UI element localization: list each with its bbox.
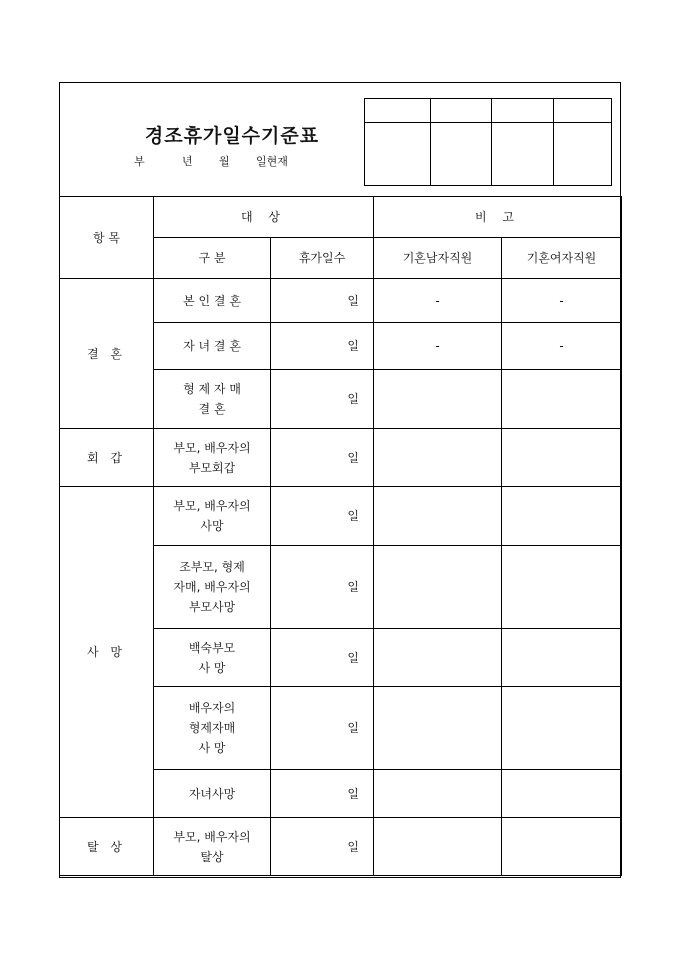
leave-type-cell: 부모, 배우자의 사망 — [154, 487, 271, 546]
approval-title-cell — [365, 99, 431, 123]
approval-sign-cell[interactable] — [365, 123, 431, 186]
married-male-cell — [374, 429, 502, 487]
married-male-cell — [374, 770, 502, 818]
group-label: 회 갑 — [60, 429, 154, 487]
leave-days-cell: 일 — [271, 629, 374, 687]
table-row — [60, 487, 622, 546]
married-male-cell — [374, 629, 502, 687]
married-female-cell: - — [502, 323, 622, 370]
leave-type-cell: 부모, 배우자의 탈상 — [154, 818, 271, 876]
leave-type-cell: 조부모, 형제 자매, 배우자의 부모사망 — [154, 546, 271, 629]
leave-days-cell: 일 — [271, 818, 374, 876]
header-remark: 비 고 — [374, 197, 622, 238]
married-female-cell — [502, 487, 622, 546]
approval-sign-cell[interactable] — [554, 123, 612, 186]
leave-standard-form — [59, 82, 621, 878]
approval-sign-cell[interactable] — [492, 123, 554, 186]
approval-title-cell — [554, 99, 612, 123]
married-male-cell — [374, 487, 502, 546]
leave-type-cell: 형 제 자 매 결 혼 — [154, 370, 271, 429]
leave-type-cell: 자 녀 결 혼 — [154, 323, 271, 370]
married-female-cell — [502, 687, 622, 770]
date-part-year: 년 — [182, 155, 193, 168]
married-male-cell: - — [374, 323, 502, 370]
married-female-cell — [502, 770, 622, 818]
leave-days-cell: 일 — [271, 687, 374, 770]
table-row — [60, 279, 622, 323]
header-type: 구 분 — [154, 238, 271, 279]
form-title: 경조휴가일수기준표 — [144, 125, 320, 147]
leave-days-cell: 일 — [271, 770, 374, 818]
married-female-cell — [502, 429, 622, 487]
table-row — [60, 429, 622, 487]
leave-type-cell: 부모, 배우자의 부모회갑 — [154, 429, 271, 487]
married-female-cell — [502, 818, 622, 876]
approval-box — [364, 98, 612, 186]
header-target: 대 상 — [154, 197, 374, 238]
group-label: 탈 상 — [60, 818, 154, 876]
date-part-era: 부 — [134, 155, 145, 168]
table-row — [60, 818, 622, 876]
header-married-male: 기혼남자직원 — [374, 238, 502, 279]
married-female-cell — [502, 629, 622, 687]
approval-sign-cell[interactable] — [430, 123, 492, 186]
date-part-day: 일현재 — [256, 155, 288, 168]
leave-days-cell: 일 — [271, 323, 374, 370]
approval-title-cell — [492, 99, 554, 123]
leave-days-cell: 일 — [271, 429, 374, 487]
leave-type-cell: 자녀사망 — [154, 770, 271, 818]
married-male-cell — [374, 370, 502, 429]
header-married-female: 기혼여자직원 — [502, 238, 622, 279]
married-male-cell — [374, 818, 502, 876]
leave-table — [59, 196, 622, 876]
leave-days-cell: 일 — [271, 370, 374, 429]
leave-type-cell: 본 인 결 혼 — [154, 279, 271, 323]
approval-title-cell — [430, 99, 492, 123]
header-item: 항 목 — [60, 197, 154, 279]
leave-days-cell: 일 — [271, 546, 374, 629]
leave-days-cell: 일 — [271, 487, 374, 546]
leave-days-cell: 일 — [271, 279, 374, 323]
married-male-cell — [374, 546, 502, 629]
date-part-month: 월 — [219, 155, 230, 168]
married-female-cell: - — [502, 279, 622, 323]
married-male-cell: - — [374, 279, 502, 323]
married-male-cell — [374, 687, 502, 770]
header-days: 휴가일수 — [271, 238, 374, 279]
leave-type-cell: 배우자의 형제자매 사 망 — [154, 687, 271, 770]
group-label: 결 혼 — [60, 279, 154, 429]
married-female-cell — [502, 370, 622, 429]
married-female-cell — [502, 546, 622, 629]
group-label: 사 망 — [60, 487, 154, 818]
leave-type-cell: 백숙부모 사 망 — [154, 629, 271, 687]
